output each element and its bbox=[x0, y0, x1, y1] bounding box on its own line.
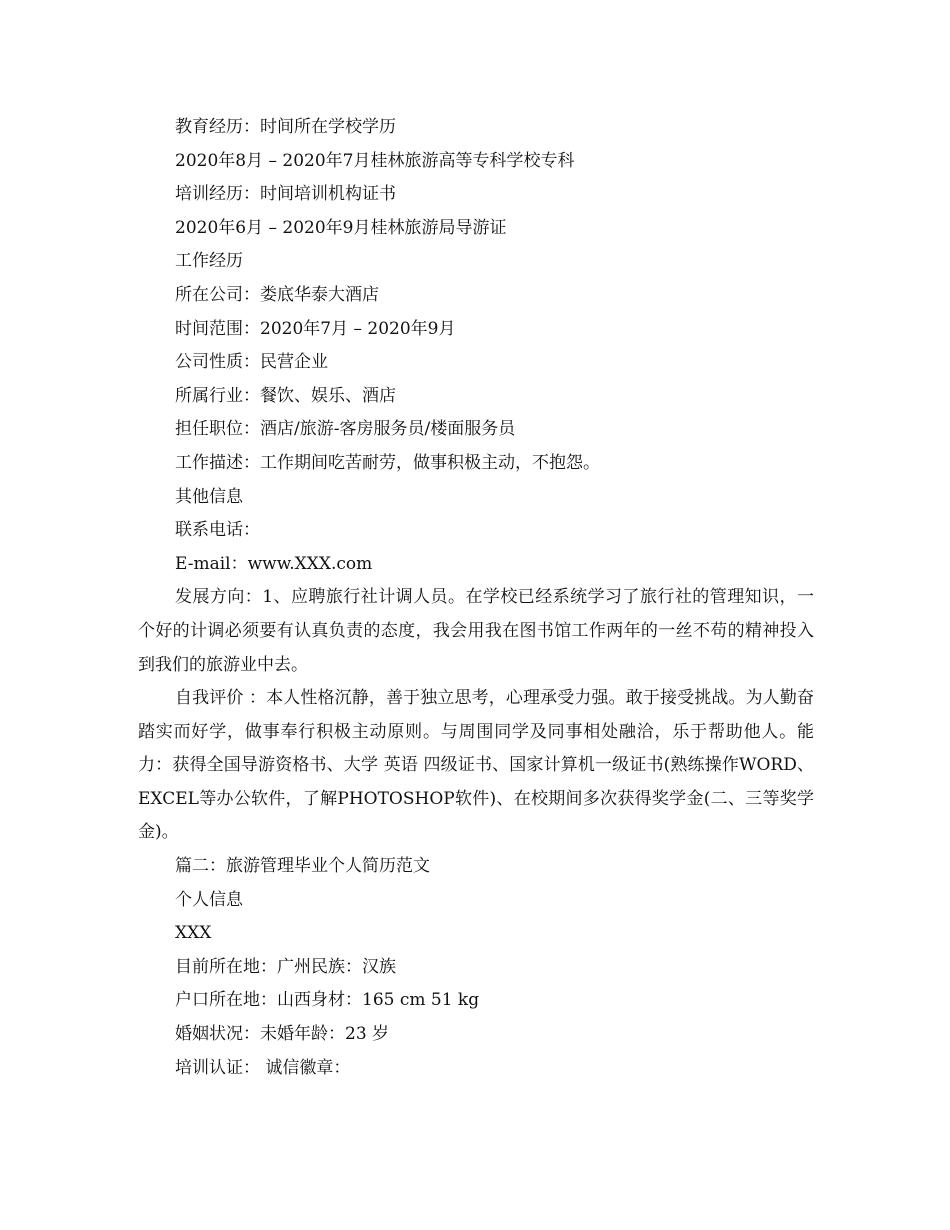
other-info-heading: 其他信息 bbox=[175, 486, 243, 507]
education-header: 教育经历：时间所在学校学历 bbox=[175, 117, 396, 137]
job-description-line: 工作描述：工作期间吃苦耐劳，做事积极主动，不抱怨。 bbox=[175, 452, 600, 473]
development-paragraph: 发展方向：1、应聘旅行社计调人员。在学校已经系统学习了旅行社的管理知识，一个好的计调必须要有认真负责的态度，我会用我在图书馆工作两年的一丝不苟的精神投入到我们的旅游业中去。 bbox=[138, 587, 814, 675]
phone-line: 联系电话： bbox=[175, 520, 260, 541]
company-line: 所在公司：娄底华泰大酒店 bbox=[175, 284, 379, 305]
work-experience-heading: 工作经历 bbox=[175, 251, 243, 272]
location-ethnicity-line: 目前所在地：广州民族：汉族 bbox=[175, 956, 396, 977]
certification-line: 培训认证： 诚信徽章： bbox=[175, 1057, 351, 1078]
training-entry: 2020年6月 – 2020年9月桂林旅游局导游证 bbox=[175, 217, 507, 238]
document-body bbox=[138, 111, 814, 1085]
time-range-line: 时间范围：2020年7月 – 2020年9月 bbox=[175, 318, 456, 339]
household-body-line: 户口所在地：山西身材：165 cm 51 kg bbox=[175, 990, 480, 1011]
industry-line: 所属行业：餐饮、娱乐、酒店 bbox=[175, 385, 396, 406]
company-nature-line: 公司性质：民营企业 bbox=[175, 352, 328, 373]
personal-info-heading: 个人信息 bbox=[175, 889, 243, 910]
section-two-title: 篇二：旅游管理毕业个人简历范文 bbox=[175, 856, 430, 877]
self-evaluation-paragraph: 自我评价 ：本人性格沉静，善于独立思考，心理承受力强。敢于接受挑战。为人勤奋踏实而好学，做事奉行积极主动原则。与周围同学及同事相处融洽，乐于帮助他人。能力：获得全国导游资格书、大学 英语 四级证书、国家计算机一级证书(熟练操作WORD、EXCEL等办公软件，了解PHOTOSHOP软件)、在校期间多次获得奖学金(二、三等奖学金)。 bbox=[138, 688, 814, 843]
position-line: 担任职位：酒店/旅游-客房服务员/楼面服务员 bbox=[175, 419, 516, 440]
name-line: XXX bbox=[175, 923, 212, 944]
training-header: 培训经历：时间培训机构证书 bbox=[175, 184, 396, 205]
education-entry: 2020年8月 – 2020年7月桂林旅游高等专科学校专科 bbox=[175, 150, 575, 171]
email-line: E-mail：www.XXX.com bbox=[175, 553, 373, 574]
marital-age-line: 婚姻状况：未婚年龄：23 岁 bbox=[175, 1024, 390, 1045]
